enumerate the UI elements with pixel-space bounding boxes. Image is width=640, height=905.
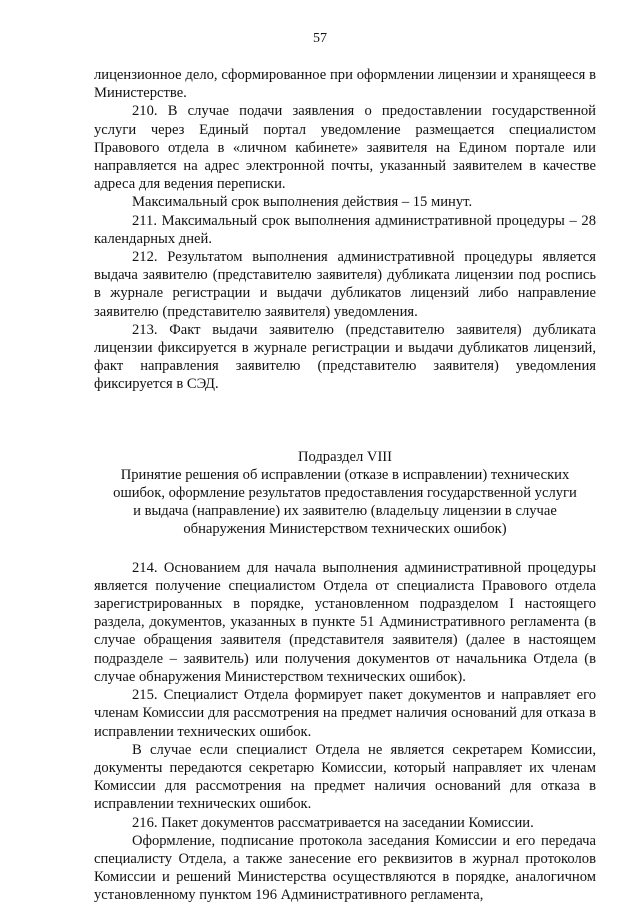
subsection-title: Подраздел VIII <box>297 448 393 465</box>
page-number: 57 <box>313 31 327 46</box>
paragraph: В случае если специалист Отдела не является секретарем Комиссии, документы передаются секретарю Комиссии, который направляет их членам Комиссии для рассмотрения на предмет наличия оснований для отказа в исправлении технических ошибок. <box>94 741 596 813</box>
spacer <box>94 539 596 559</box>
heading-line: Принятие решения об исправлении (отказе в исправлении) технических <box>120 466 570 483</box>
spacer <box>94 394 596 448</box>
paragraph: 213. Факт выдачи заявителю (представителю заявителя) дубликата лицензии фиксируется в журнале регистрации и выдачи дубликатов лицензий, факт направления заявителю (представителю заявителя) уведомления фиксируется в СЭД. <box>94 321 596 393</box>
paragraph: 212. Результатом выполнения административной процедуры является выдача заявителю (представителю заявителя) дубликата лицензии под роспись в журнале регистрации и выдачи дубликатов лицензий либо направление заявителю (представителю заявителя) уведомления. <box>94 249 596 320</box>
paragraph: 210. В случае подачи заявления о предоставлении государственной услуги через Единый портал уведомление размещается специалистом Правового отдела в «личном кабинете» заявителя на Едином портале или направляется на адрес электронной почты, указанный заявителем в качестве адреса для ведения переписки. <box>94 103 596 193</box>
heading-line: обнаружения Министерством технических ошибок) <box>183 521 507 538</box>
page-content <box>94 66 596 905</box>
paragraph: лицензионное дело, сформированное при оформлении лицензии и хранящееся в Министерстве. <box>94 67 596 102</box>
paragraph: 216. Пакет документов рассматривается на заседании Комиссии. <box>132 814 534 831</box>
paragraph: 215. Специалист Отдела формирует пакет документов и направляет его членам Комиссии для рассмотрения на предмет наличия оснований для отказа в исправлении технических ошибок. <box>94 687 596 740</box>
paragraph: 211. Максимальный срок выполнения административной процедуры – 28 календарных дней. <box>94 212 596 247</box>
paragraph: Оформление, подписание протокола заседания Комиссии и его передача специалисту Отдела, а также занесение его реквизитов в журнал протоколов Комиссии и решений Министерства осуществляются в порядке, аналогичном установленному пунктом 196 Административного регламента, <box>94 832 596 904</box>
paragraph: 214. Основанием для начала выполнения административной процедуры является получение специалистом Отдела от специалиста Правового отдела зарегистрированных в порядке, установленном подразделом I настоящего раздела, документов, указанных в пункте 51 Административного регламента (в случае обращения заявителя (представителя заявителя) (далее в настоящем подразделе – заявитель) или получения документов от начальника Отдела (в случае обнаружения Министерством технических ошибок). <box>94 559 596 685</box>
section-heading <box>94 448 596 539</box>
heading-line: и выдача (направление) их заявителю (владельцу лицензии в случае <box>133 503 557 520</box>
paragraph: Максимальный срок выполнения действия – 15 минут. <box>132 194 473 211</box>
heading-line: ошибок, оформление результатов предоставления государственной услуги <box>113 485 577 502</box>
